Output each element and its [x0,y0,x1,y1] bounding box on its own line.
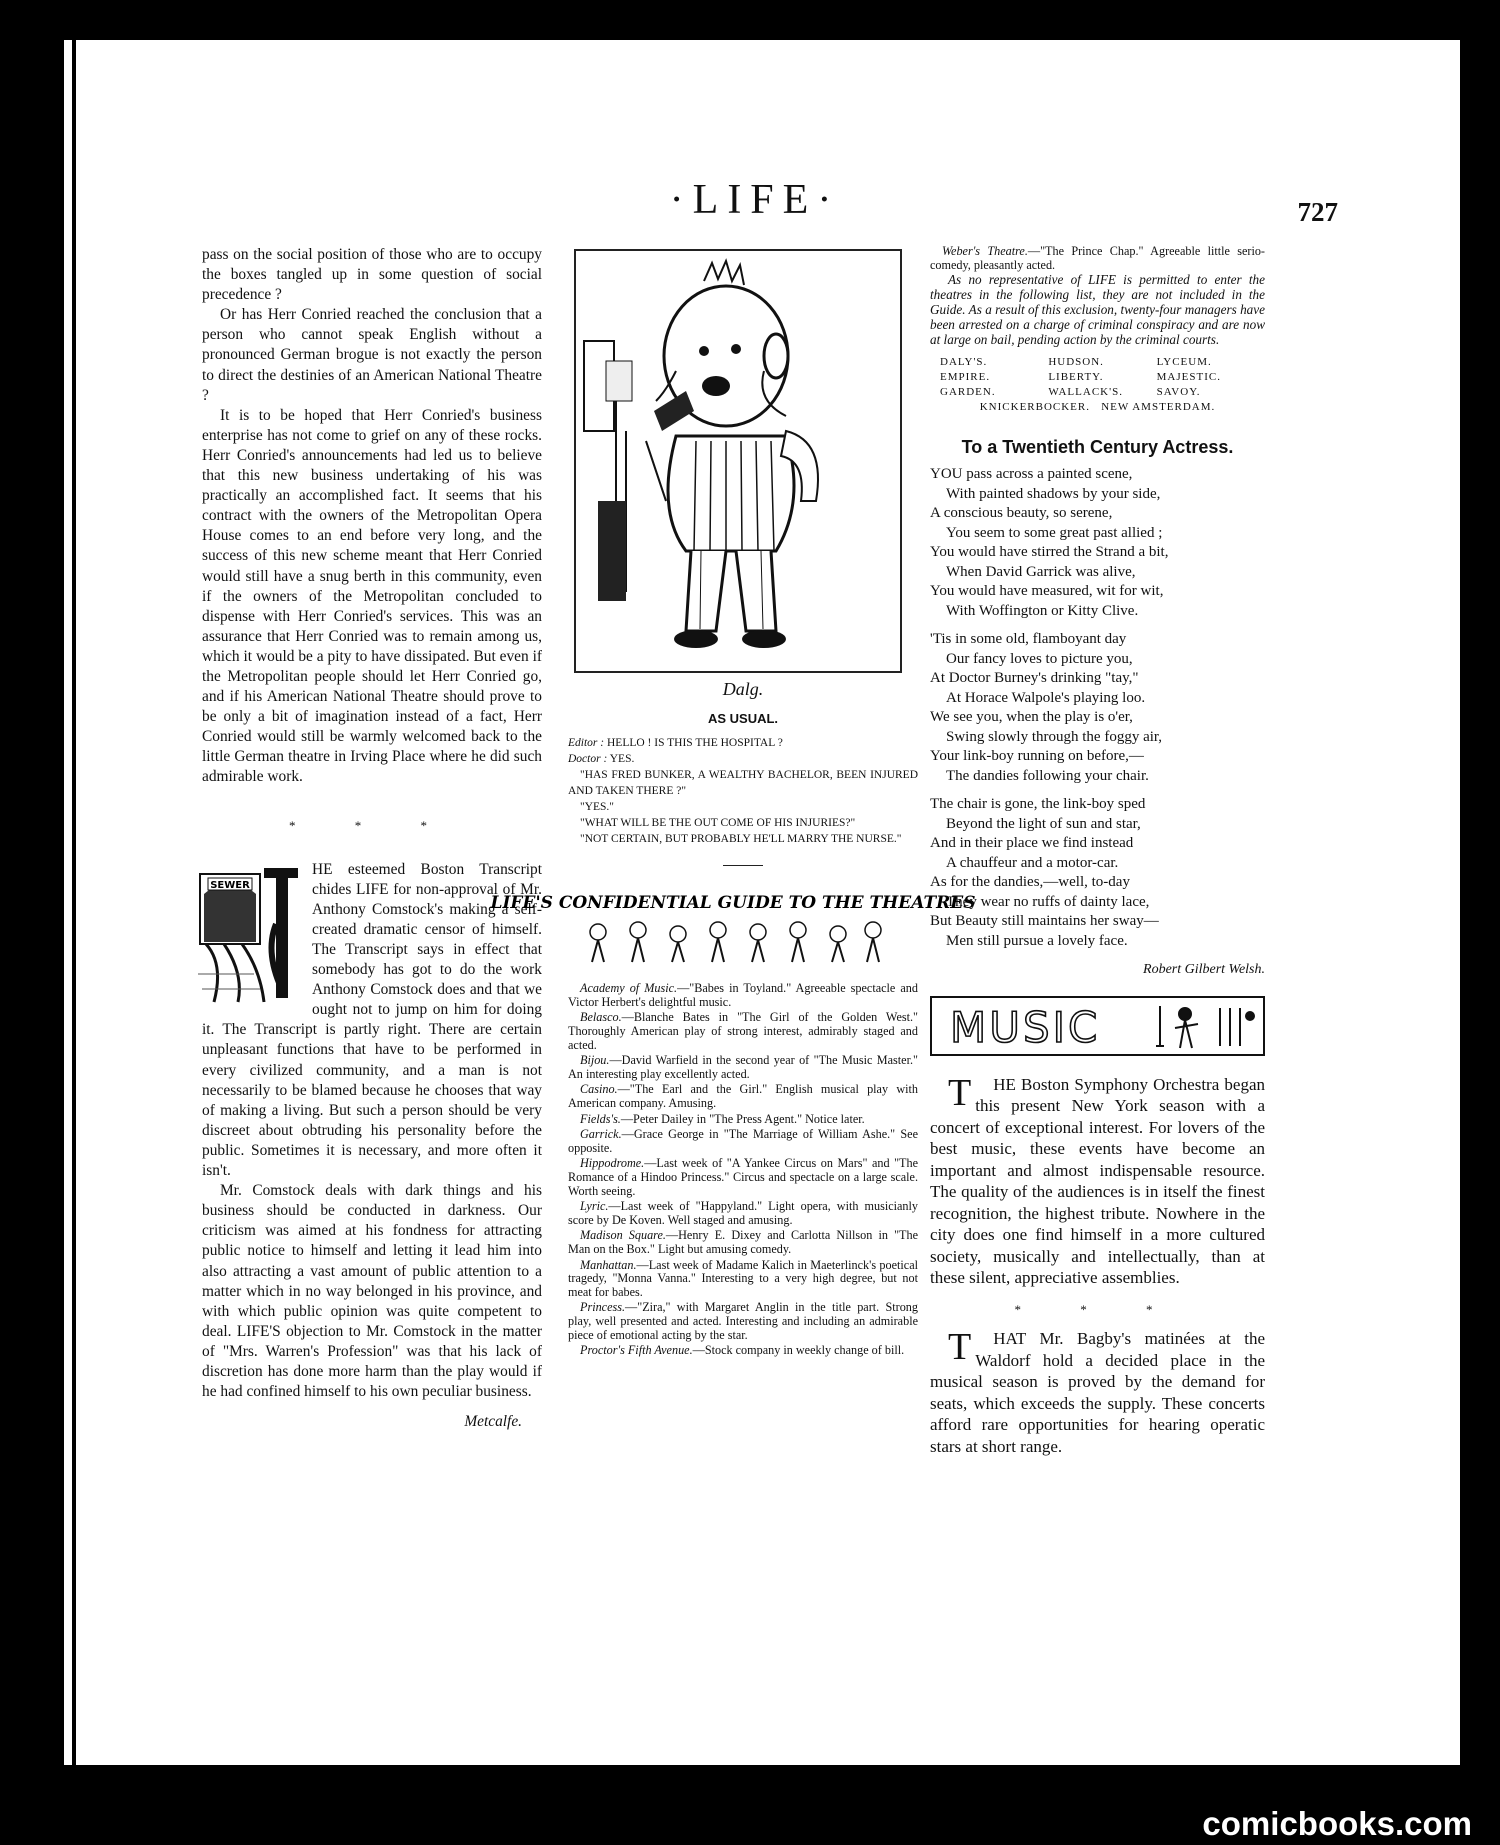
cartoon-illustration [576,251,900,671]
music-section [930,1071,1265,1458]
theatre-name: SAVOY. [1156,386,1201,399]
poem-stanza [930,630,1265,786]
guide-entry-weber: Weber's Theatre.—"The Prince Chap." Agreeable little serio-comedy, pleasantly acted. [930,244,1265,272]
poem [930,465,1265,980]
poem-line: At Horace Walpole's playing loo. [946,689,1146,706]
drop-capital: T [948,1071,972,1114]
column-right [930,245,1265,1457]
exclusion-notice: As no representative of LIFE is permitted to enter the theatres in the following list, they are not included in the Guide. As a result of this exclusion, twenty-four managers have been arrested on a charge of criminal conspiracy and are now at large on bail, pending action by the criminal courts. [930,272,1265,348]
poem-line: When David Garrick was alive, [946,563,1136,580]
poem-line: Our fancy loves to picture you, [946,650,1133,667]
dialogue-line: "WHAT WILL BE THE OUT COME OF HIS INJURIES?" [580,817,856,830]
guide-entry: Casino.—"The Earl and the Girl." English musical play with American company. Amusing. [568,1082,918,1111]
poem-line: You would have stirred the Strand a bit, [930,544,1169,561]
theatre-guide [568,982,918,1357]
poem-title: To a Twentieth Century Actress. [961,437,1234,458]
theatre-guide-banner [490,880,976,968]
theatre-name: WALLACK'S. [1048,386,1123,399]
poem-line: You would have measured, wit for wit, [930,583,1164,600]
poem-line: At Doctor Burney's drinking "tay," [930,670,1139,687]
sewer-sign: SEWER [210,879,250,891]
poem-line: YOU pass across a painted scene, [930,466,1133,483]
paragraph: Mr. Comstock deals with dark things and his business should be conducted in darkness. Our criticism was aimed at his fondness for attracting public notice to himself and letting it lead him into also attracting a vast amount of public attention to a matter which in no way belonged in his province, and with which public opinion was quite competent to deal. LIFE'S objection to Mr. Comstock in the matter of "Mrs. Warren's Profession" was that his lack of discretion has done more harm than the play would if he had confined himself to his own peculiar business. [202,1182,542,1401]
dialogue-line: Doctor : YES. [568,753,635,766]
poem-line: 'Tis in some old, flamboyant day [930,631,1127,648]
music-banner-text: MUSIC [950,1002,1101,1052]
poem-stanza [930,465,1265,621]
poem-stanza [930,795,1265,951]
guide-entry: Manhattan.—Last week of Madame Kalich in Maeterlinck's poetical tragedy, "Monna Vanna." Interesting to a very high degree, but not meat for babes. [568,1257,918,1299]
poem-line: And in their place we find instead [930,835,1134,852]
poem-line: A conscious beauty, so serene, [930,505,1113,522]
column-left [202,245,542,1432]
artist-signature: Dalg. [722,679,764,699]
theatre-name: EMPIRE. [940,371,991,384]
poem-line: A chauffeur and a motor-car. [946,854,1119,871]
poem-line: We see you, when the play is o'er, [930,709,1133,726]
dialogue-line: "HAS FRED BUNKER, A WEALTHY BACHELOR, BEEN INJURED AND TAKEN THERE ?" [568,769,918,798]
guide-entry: Academy of Music.—"Babes in Toyland." Agreeable spectacle and Victor Herbert's delightful music. [568,981,918,1009]
poem-line: They wear no ruffs of dainty lace, [946,893,1150,910]
paragraph-comstock: HE esteemed Boston Transcript chides LIFE for non-approval of Mr. Anthony Comstock's making a self-created dramatic censor of himself. The Transcript says in effect that somebody has got to do the work Anthony Comstock does and that we ought not to jump on him for doing it. The Transcript is partly right. There are certain unpleasant functions that have to be performed in every civilized community, and a man is not necessarily to be blamed because he chooses that way of making a living. But such a person should be very discreet about obtruding his personality before the public. Sometimes it is necessary, and more often it isn't. [202,860,542,1180]
section-divider: * * * [289,817,455,833]
author-signature: Metcalfe. [464,1413,522,1431]
theatre-name: MAJESTIC. [1156,371,1221,384]
site-watermark: comicbooks.com [1202,1805,1472,1842]
sewer-dropcap-illustration [194,864,304,1006]
poem-line: With Woffington or Kitty Clive. [946,602,1139,619]
paragraph: It is to be hoped that Herr Conried's business enterprise has not come to grief on any of these rocks. Herr Conried's announcements had led us to believe that this new business undertaking of his was practically an accomplished fact. It seems that his contract with the owners of the Metropolitan Opera House comes to an end before very long, and the success of this new scheme meant that Herr Conried would still have a snug berth in this community, even if the owners of the Metropolitan concluded to dispense with Herr Conried's services. This was an assurance that Herr Conried was to remain among us, which it would be a pity to have dissipated. But even if the Metropolitan people should let Herr Conried go, and if his American National Theatre should prove to be only a bit of imagination instead of a fact, Herr Conried would still be warmly welcomed back to the little German theatre in Irving Place where he did such admirable work. [202,406,542,786]
dialogue-line: Editor : HELLO ! IS THIS THE HOSPITAL ? [568,737,783,750]
poem-line: Swing slowly through the foggy air, [946,728,1163,745]
masthead: ·LIFE· [669,177,841,223]
guide-entry: Belasco.—Blanche Bates in "The Girl of the Golden West." Thoroughly American play of strong interest, admirably staged and acted. [568,1010,918,1052]
divider [723,865,763,866]
poem-author: Robert Gilbert Welsh. [1143,962,1265,978]
guide-entry: Bijou.—David Warfield in the second year of "The Music Master." An interesting play excellently acted. [568,1053,918,1081]
paragraph: Or has Herr Conried reached the conclusion that a person who cannot speak English without a pronounced German brogue is not exactly the person to direct the destinies of an American National Theatre ? [202,306,542,404]
theatre-name: DALY'S. [940,356,988,369]
telephone-cartoon [574,249,902,673]
binding-gutter [50,40,64,1765]
guide-entry: Fields's.—Peter Dailey in "The Press Agent." Notice later. [580,1111,865,1126]
excluded-theatres-list [940,355,1265,400]
theatre-name-row: KNICKERBOCKER. NEW AMSTERDAM. [979,401,1216,414]
poem-line: As for the dandies,—well, to-day [930,874,1130,891]
poem-line: But Beauty still maintains her sway— [930,913,1159,930]
theatre-name: LIBERTY. [1048,371,1104,384]
music-banner [930,996,1265,1056]
guide-entry: Proctor's Fifth Avenue.—Stock company in weekly change of bill. [580,1343,905,1358]
poem-line: The chair is gone, the link-boy sped [930,796,1146,813]
cartoon-dialogue [568,735,918,847]
poem-line: Beyond the light of sun and star, [946,815,1141,832]
dialogue-line: "YES." [580,801,614,814]
page-number: 727 [1297,197,1338,227]
poem-line: Your link-boy running on before,— [930,748,1144,765]
guide-entry: Princess.—"Zira," with Margaret Anglin in the title part. Strong play, well presented and acted. Interesting and including an admirable piece of emotional acting by the star. [568,1300,918,1342]
poem-line: The dandies following your chair. [946,767,1149,784]
guide-entry: Lyric.—Last week of "Happyland." Light opera, with musicianly score by De Koven. Well staged and amusing. [568,1199,918,1227]
guide-entry: Madison Square.—Henry E. Dixey and Carlotta Nillson in "The Man on the Box." Light but amusing comedy. [568,1228,918,1256]
dialogue-line: "NOT CERTAIN, BUT PROBABLY HE'LL MARRY THE NURSE." [580,833,902,846]
guide-title: LIFE'S CONFIDENTIAL GUIDE TO THE THEATRES [490,893,976,914]
theatre-name: GARDEN. [940,386,996,399]
cartoon-caption: AS USUAL. [707,711,779,727]
drop-capital: T [948,1326,972,1369]
paragraph-symphony: T HE Boston Symphony Orchestra began this present New York season with a concert of exceptional interest. For lovers of the best music, these events have become an important and almost indispensable resource. The quality of the audiences is in itself the finest recognition, the highest tribute. Nowhere in the city does one find himself in a more cultured society, musically and intellectually, than at these silent, appreciative assemblies. [930,1071,1265,1288]
magazine-page [50,40,1460,1765]
paragraph-bagby: T HAT Mr. Bagby's matinées at the Waldorf hold a decided place in the musical season is proved by the demand for seats, which exceeds the supply. These concerts afford rare opportunities for hearing operatic stars at short range. [930,1326,1265,1456]
guide-entry: Garrick.—Grace George in "The Marriage of William Ashe." See opposite. [568,1127,918,1155]
poem-line: With painted shadows by your side, [946,485,1161,502]
theatre-name: LYCEUM. [1156,356,1212,369]
poem-line: You seem to some great past allied ; [946,524,1163,541]
section-divider: * * * [1014,1301,1181,1317]
paragraph: pass on the social position of those who are to occupy the boxes tangled up in some question of social precedence ? [202,246,542,304]
binding-line [72,40,76,1765]
guide-entry: Hippodrome.—Last week of "A Yankee Circus on Mars" and "The Romance of a Hindoo Princess." Circus and spectacle on a large scale. Worth seeing. [568,1156,918,1198]
poem-line: Men still pursue a lovely face. [946,932,1128,949]
theatre-name: HUDSON. [1048,356,1104,369]
